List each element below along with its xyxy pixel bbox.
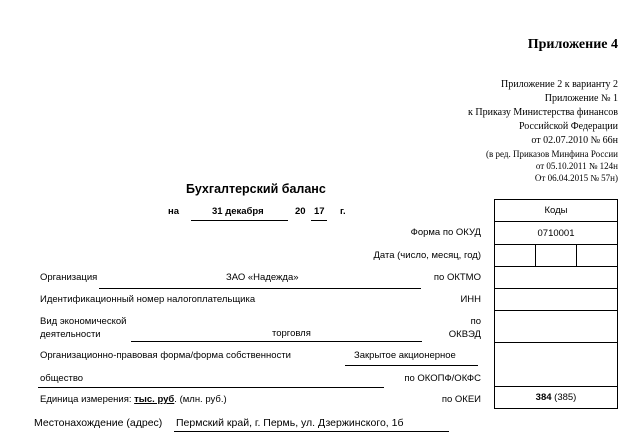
date-month-cell[interactable] — [536, 245, 577, 267]
organization-value: ЗАО «Надежда» — [226, 272, 299, 283]
year-end: г. — [340, 206, 346, 217]
ref-line: к Приказу Министерства финансов — [468, 107, 618, 118]
ref-small-line: От 06.04.2015 № 57н) — [534, 173, 618, 183]
legal-form-value: Закрытое акционерное — [354, 350, 456, 361]
date-day-month: 31 декабря — [212, 206, 264, 217]
date-underline — [191, 220, 288, 221]
okei-code-cell[interactable] — [495, 387, 618, 409]
activity-value: торговля — [272, 328, 311, 339]
legal-form-label: Организационно-правовая форма/форма собственности — [40, 350, 291, 361]
ref-small-line: (в ред. Приказов Минфина России — [486, 149, 618, 159]
ref-line: Приложение № 1 — [544, 93, 618, 104]
address-label: Местонахождение (адрес) — [34, 417, 163, 429]
year-underline — [311, 220, 327, 221]
address-underline — [174, 431, 449, 432]
unit-suffix: . (млн. руб.) — [174, 394, 227, 405]
unit-value: тыс. руб — [134, 394, 175, 405]
activity-label: Вид экономической — [40, 316, 127, 327]
okopf-label: по ОКОПФ/ОКФС — [404, 373, 481, 384]
inn-description: Идентификационный номер налогоплательщика — [40, 294, 256, 305]
ref-line: Российской Федерации — [518, 121, 618, 132]
document-title: Бухгалтерский баланс — [186, 182, 326, 196]
okopf-code-cell[interactable] — [495, 343, 618, 387]
legal-form-underline-2 — [38, 387, 384, 388]
okud-label: Форма по ОКУД — [410, 227, 481, 238]
codes-header: Коды — [495, 200, 618, 222]
year-suffix: 17 — [314, 206, 325, 217]
unit-label: Единица измерения: — [40, 394, 132, 405]
date-label: Дата (число, месяц, год) — [373, 250, 481, 261]
address-value: Пермский край, г. Пермь, ул. Дзержинского, 1б — [176, 417, 404, 429]
activity-underline — [131, 341, 422, 342]
date-year-cell[interactable] — [577, 245, 618, 267]
year-prefix: 20 — [295, 206, 306, 217]
unit-row — [40, 394, 227, 405]
activity-label-2: деятельности — [40, 329, 101, 340]
okei-code-alt: (385) — [554, 392, 577, 403]
organization-underline — [99, 288, 421, 289]
oktmo-label: по ОКТМО — [433, 272, 481, 283]
ref-line: от 02.07.2010 № 66н — [531, 135, 618, 146]
inn-label: ИНН — [460, 294, 481, 305]
appendix-title: Приложение 4 — [527, 37, 618, 52]
codes-table — [494, 199, 618, 409]
organization-label: Организация — [40, 272, 98, 283]
inn-code-cell[interactable] — [495, 289, 618, 311]
okud-code-cell[interactable]: 0710001 — [495, 222, 618, 245]
okved-label: по — [470, 316, 481, 327]
okei-code-main: 384 — [535, 392, 552, 403]
date-prefix: на — [168, 206, 180, 217]
date-day-cell[interactable] — [495, 245, 536, 267]
oktmo-code-cell[interactable] — [495, 267, 618, 289]
okei-label: по ОКЕИ — [441, 394, 481, 405]
legal-form-value-2: общество — [40, 373, 84, 384]
ref-line: Приложение 2 к варианту 2 — [501, 79, 618, 90]
ref-small-line: от 05.10.2011 № 124н — [535, 161, 618, 171]
legal-form-underline — [345, 365, 478, 366]
okved-label-2: ОКВЭД — [448, 329, 481, 340]
okved-code-cell[interactable] — [495, 311, 618, 343]
